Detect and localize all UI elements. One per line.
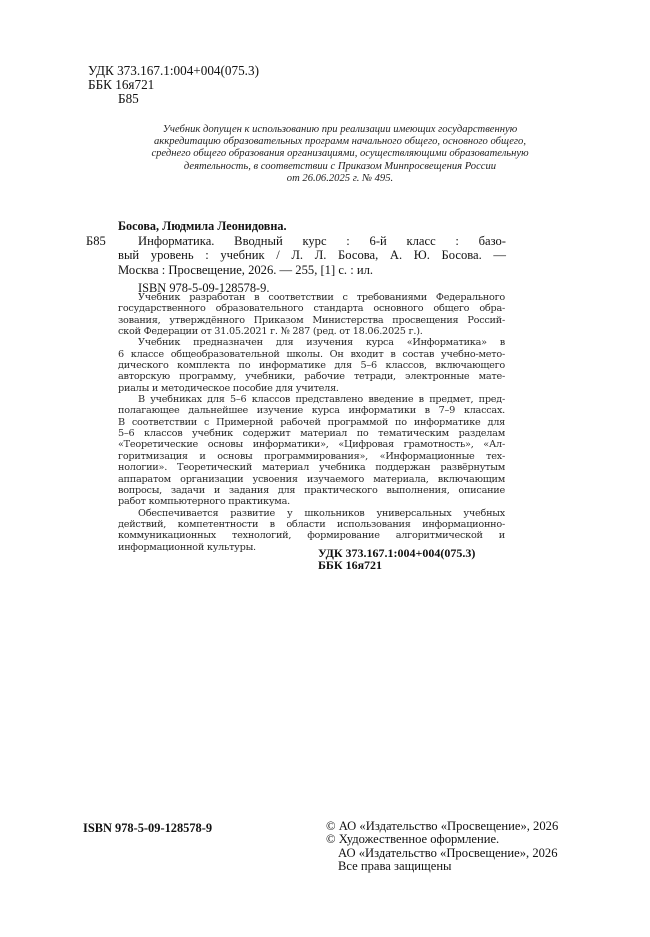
abstract-line: государственного образовательного стандарта основного общего обра-	[118, 303, 505, 315]
abstract-line: В соответствии с Примерной рабочей программой по информатике для	[118, 416, 505, 428]
abstract-line: вопросы, задачи и задания для практического выполнения, описание	[118, 484, 505, 496]
bib-line: Информатика. Вводный курс : 6-й класс : базо-	[138, 234, 506, 248]
bbk-code: ББК 16я721	[318, 558, 383, 573]
abstract-line: работ компьютерного практикума.	[118, 496, 290, 508]
abstract-line: Обеспечивается развитие у школьников универсальных учебных	[138, 507, 505, 519]
abstract-line: нологии». Теоретический материал учебника поддержан развёрнутым	[118, 462, 505, 474]
abstract-line: дического комплекта по информатике для 5–6 классов, включающего	[118, 360, 505, 372]
author-sign: Б85	[118, 91, 139, 106]
bib-line: вый уровень : учебник / Л. Л. Босова, А. Ю. Босова. —	[118, 248, 506, 263]
abstract-line: полагающее дальнейшее изучение курса информатики в 7–9 классах.	[118, 405, 505, 417]
bib-isbn: ISBN 978-5-09-128578-9.	[138, 281, 270, 295]
abstract-line: 6 классе общеобразовательной школы. Он входит в состав учебно-мето-	[118, 348, 505, 360]
approval-line: аккредитацию образовательных программ начального общего, основного общего,	[154, 136, 526, 148]
classification-codes-top	[88, 64, 259, 106]
approval-line: от 26.06.2025 г. № 495.	[286, 172, 394, 184]
abstract-line: коммуникационных технологий, формирование алгоритмической и	[118, 530, 505, 542]
abstract-line: горитмизация и основы программирования», «Информационные тех-	[118, 450, 505, 462]
approval-line: среднего общего образования организациями, осуществляющими образовательную	[151, 148, 529, 160]
abstract-line: Учебник предназначен для изучения курса «Информатика» в	[138, 337, 505, 349]
abstract-line: информационной культуры.	[118, 541, 256, 553]
copyright-line: © Художественное оформление.	[326, 832, 500, 847]
classification-codes-bottom	[318, 547, 475, 572]
abstract-line: аппаратом организации усвоения изучаемого материала, включающим	[118, 473, 505, 485]
approval-line: деятельность, в соответствии с Приказом Минпросвещения России	[183, 160, 497, 172]
abstract-line: 5–6 классов учебник содержит материал по тематическим разделам	[118, 428, 505, 440]
abstract-line: авторскую программу, учебники, рабочие тетради, электронные мате-	[118, 371, 505, 383]
isbn-footer: ISBN 978-5-09-128578-9	[83, 821, 213, 835]
approval-line: Учебник допущен к использованию при реализации имеющих государственную	[162, 124, 518, 135]
abstract-line: действий, компетентности в области использования информационно-	[118, 518, 505, 530]
abstract-line: «Теоретические основы информатики», «Цифровая грамотность», «Ал-	[118, 439, 505, 451]
udk-code: УДК 373.167.1:004+004(075.3)	[88, 63, 259, 78]
abstract-line: ской Федерации от 31.05.2021 г. № 287 (ред. от 18.06.2025 г.).	[118, 326, 423, 338]
abstract	[118, 292, 505, 553]
bbk-code: ББК 16я721	[88, 77, 155, 92]
author-heading: Босова, Людмила Леонидовна.	[118, 219, 287, 233]
udk-code: УДК 373.167.1:004+004(075.3)	[318, 546, 476, 560]
bibliographic-description	[118, 234, 506, 277]
copyright-line: АО «Издательство «Просвещение», 2026	[338, 845, 558, 860]
bib-sign: Б85	[86, 234, 106, 248]
abstract-line: зования, утверждённого Приказом Министерства просвещения Россий-	[118, 314, 505, 326]
copyright-block	[326, 820, 558, 873]
copyright-line: © АО «Издательство «Просвещение», 2026	[326, 819, 559, 833]
abstract-line: риалы и методическое пособие для учителя.	[118, 382, 339, 394]
bib-line: Москва : Просвещение, 2026. — 255, [1] с. : ил.	[118, 262, 374, 277]
approval-notice	[100, 124, 580, 185]
abstract-line: В учебниках для 5–6 классов представлено введение в предмет, пред-	[138, 394, 505, 406]
abstract-line: Учебник разработан в соответствии с требованиями Федерального	[138, 292, 505, 303]
rights-reserved: Все права защищены	[338, 858, 452, 873]
